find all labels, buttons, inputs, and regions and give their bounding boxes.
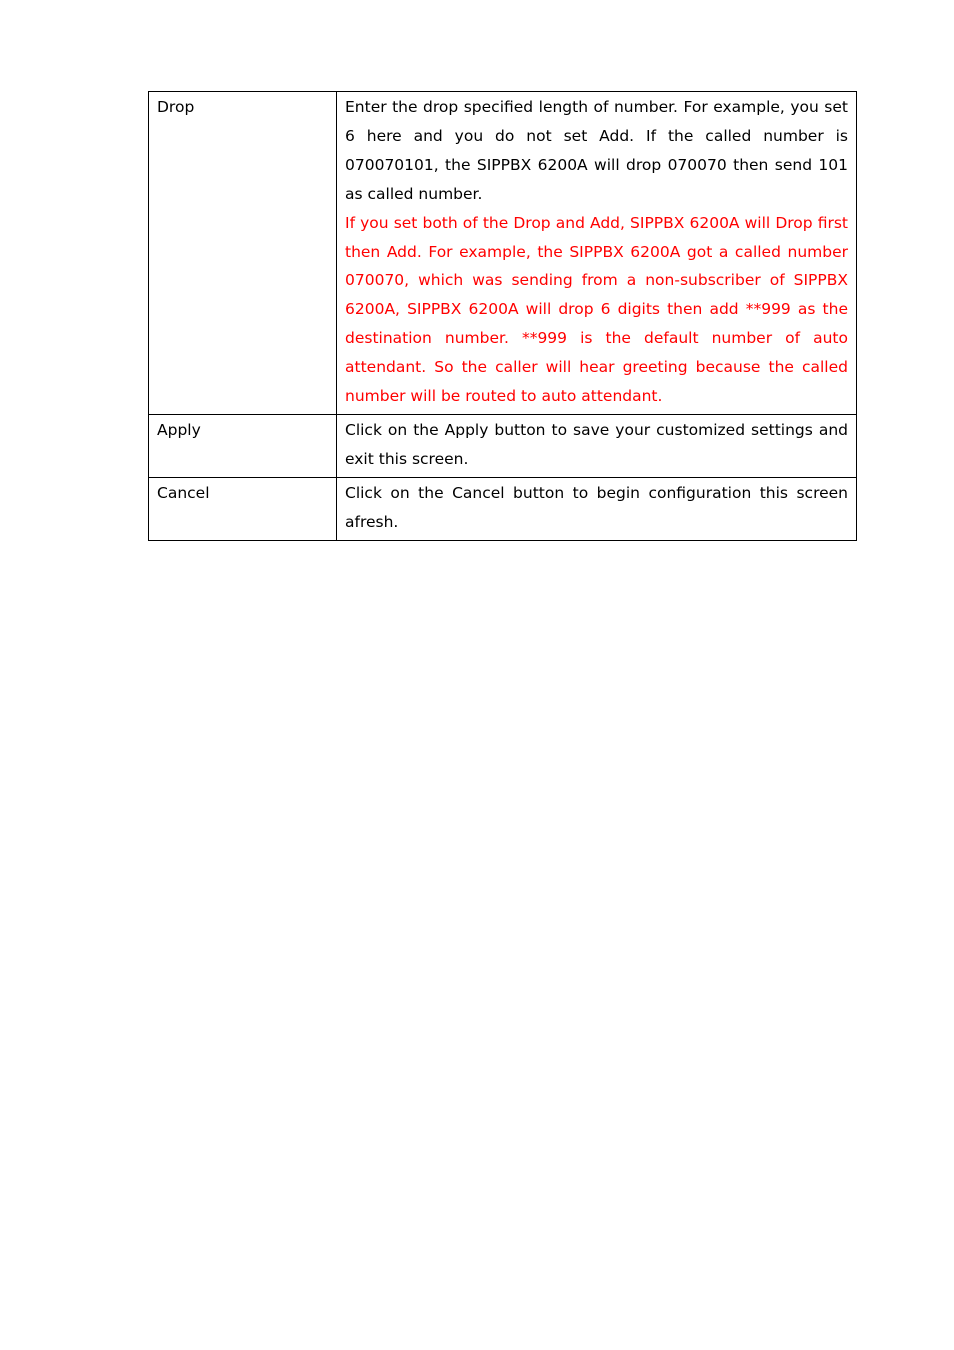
description-cell (337, 92, 857, 415)
table-row-cancel (149, 477, 857, 540)
description-cell (337, 414, 857, 477)
note-paragraph: If you set both of the Drop and Add, SIPPBX 6200A will Drop first then Add. For example, the SIPPBX 6200A got a called number 070070, which was sending from a non-subscriber of SIPPBX 6200A, SIPPBX 6200A will drop 6 digits then add **999 as the destination number. **999 is the default number of auto attendant. So the caller will hear greeting because the called number will be routed to auto attendant. (345, 213, 848, 406)
description-paragraph: Click on the Apply button to save your customized settings and exit this screen. (345, 420, 848, 468)
definition-table (148, 91, 857, 541)
term-cell (149, 414, 337, 477)
description-paragraph: Click on the Cancel button to begin configuration this screen afresh. (345, 483, 848, 531)
description-paragraph: Enter the drop specified length of number. For example, you set 6 here and you do not set Add. If the called number is 070070101, the SIPPBX 6200A will drop 070070 then send 101 as called number. (345, 98, 848, 203)
term-cell (149, 92, 337, 415)
term-label: Cancel (157, 483, 210, 502)
term-cell (149, 477, 337, 540)
term-label: Apply (157, 420, 201, 439)
description-cell (337, 477, 857, 540)
table-row-drop (149, 92, 857, 415)
term-label: Drop (157, 98, 195, 116)
table-row-apply (149, 414, 857, 477)
